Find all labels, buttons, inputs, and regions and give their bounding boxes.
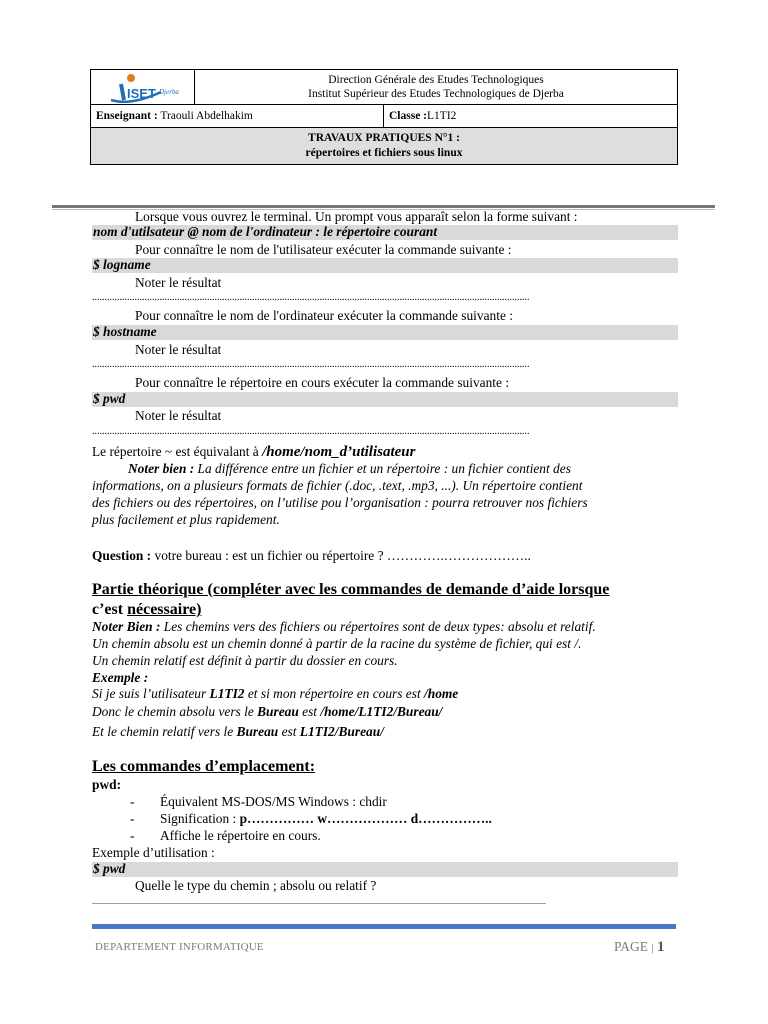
tilde-path: /home/nom_d’utilisateur	[262, 444, 416, 460]
theory-title-2: c’est nécessaire)	[92, 601, 202, 618]
bullet-dash: -	[130, 828, 135, 843]
cmd-pwd-2: $ pwd	[93, 861, 126, 876]
header-table	[90, 69, 678, 165]
commands-title: Les commandes d’emplacement:	[92, 758, 316, 775]
direction-line: Direction Générale des Etudes Technologiques	[328, 74, 544, 86]
pwd-instruction: Pour connaître le répertoire en cours exécuter la commande suivante :	[135, 375, 510, 390]
noter-bien-line-1: Noter bien : La différence entre un fichier et un répertoire : un fichier contient des	[92, 461, 571, 477]
answer-dots-3: ...............................................................................................................................................................................	[92, 426, 530, 437]
bullet-dash: -	[130, 811, 135, 826]
tp-title-cell	[91, 128, 678, 165]
hostname-instruction: Pour connaître le nom de l'ordinateur exécuter la commande suivante :	[135, 308, 513, 323]
intro-line: Lorsque vous ouvrez le terminal. Un prompt vous apparaît selon la forme suivant :	[135, 209, 578, 224]
noter-bien-line-3: des fichiers ou des répertoires, on l’utilise pou l’organisation : pourra retrouver nos fichiers	[92, 495, 588, 510]
institut-line: Institut Supérieur des Etudes Technologiques de Djerba	[308, 88, 564, 100]
header-institution	[195, 70, 678, 105]
path-type-question: Quelle le type du chemin ; absolu ou relatif ?	[135, 878, 377, 893]
page-number: 1	[656, 939, 665, 955]
noter-bien-line-4: plus facilement et plus rapidement.	[92, 512, 280, 527]
example-line-1: Si je suis l’utilisateur L1TI2 et si mon répertoire en cours est /home	[92, 686, 459, 701]
svg-text:Djerba: Djerba	[159, 88, 179, 96]
pwd-band	[92, 392, 678, 407]
bullet-1: - Équivalent MS-DOS/MS Windows : chdir	[130, 794, 387, 809]
cmd-pwd: $ pwd	[93, 391, 126, 406]
theory-title-1: Partie théorique (compléter avec les commandes de demande d’aide lorsque	[92, 581, 610, 598]
teacher-label: Enseignant :	[96, 110, 158, 122]
theory-nb-1: Noter Bien : Les chemins vers des fichiers ou répertoires sont de deux types: absolu et relatif.	[92, 619, 596, 634]
cmd-logname: $ logname	[93, 257, 151, 272]
logname-instruction: Pour connaître le nom de l'utilisateur exécuter la commande suivante :	[135, 242, 512, 257]
answer-dots-1: ...............................................................................................................................................................................	[92, 292, 530, 303]
footer-page: PAGE | 1	[614, 939, 665, 955]
hostname-band	[92, 325, 678, 340]
prompt-form: nom d'utilsateur @ nom de l'ordinateur : le répertoire courant	[93, 224, 438, 239]
tp-subtitle: répertoires et fichiers sous linux	[305, 147, 463, 159]
example-label: Exemple :	[92, 670, 149, 685]
note-result-1: Noter le résultat	[135, 275, 222, 290]
tp-title: TRAVAUX PRATIQUES N°1 :	[308, 132, 460, 144]
cmd-hostname: $ hostname	[93, 324, 157, 339]
noter-bien-line-2: informations, on a plusieurs formats de fichier (.doc, .text, .mp3, ...). Un répertoire contient	[92, 478, 583, 493]
note-result-2: Noter le résultat	[135, 342, 222, 357]
pwd-label: pwd:	[92, 777, 122, 792]
separator-rule	[52, 205, 715, 208]
noter-bien-label: Noter bien :	[128, 461, 195, 476]
bullet-3: - Affiche le répertoire en cours.	[130, 828, 321, 843]
logo-icon	[91, 70, 194, 108]
example-usage: Exemple d’utilisation :	[92, 845, 215, 860]
logo-cell	[91, 70, 195, 105]
answer-dots-4: ...................................................................................................................................................................................................................................	[92, 897, 546, 906]
tilde-prefix: Le répertoire ~ est équivalant à	[92, 444, 263, 459]
tilde-line	[92, 444, 415, 460]
example-line-2: Donc le chemin absolu vers le Bureau est /home/L1TI2/Bureau/	[92, 704, 443, 719]
note-result-3: Noter le résultat	[135, 408, 222, 423]
footer-department: DEPARTEMENT INFORMATIQUE	[95, 941, 264, 953]
pwd-band-2	[92, 862, 678, 877]
class-label: Classe :	[389, 110, 428, 122]
answer-dots-2: ...............................................................................................................................................................................	[92, 359, 530, 370]
svg-text:ISET: ISET	[127, 86, 156, 101]
example-line-3: Et le chemin relatif vers le Bureau est L1TI2/Bureau/	[92, 724, 384, 739]
question-line	[92, 548, 531, 564]
theory-nb-3: Un chemin relatif est définit à partir du dossier en cours.	[92, 653, 398, 668]
theory-nb-2: Un chemin absolu est un chemin donné à partir de la racine du système de fichier, qui est /.	[92, 636, 582, 651]
class-value: L1TI2	[427, 110, 457, 122]
question-label: Question :	[92, 548, 152, 563]
bullet-dash: -	[130, 794, 135, 809]
logname-band	[92, 258, 678, 273]
teacher-name: Traouli Abdelhakim	[160, 110, 253, 122]
footer-bar	[92, 924, 676, 929]
question-text: votre bureau : est un fichier ou répertoire ? ………….………………..	[151, 548, 531, 563]
iset-logo	[91, 70, 194, 104]
class-cell	[384, 105, 678, 128]
bullet-2: - Signification : p…………… w……………… d……………..	[130, 811, 492, 826]
